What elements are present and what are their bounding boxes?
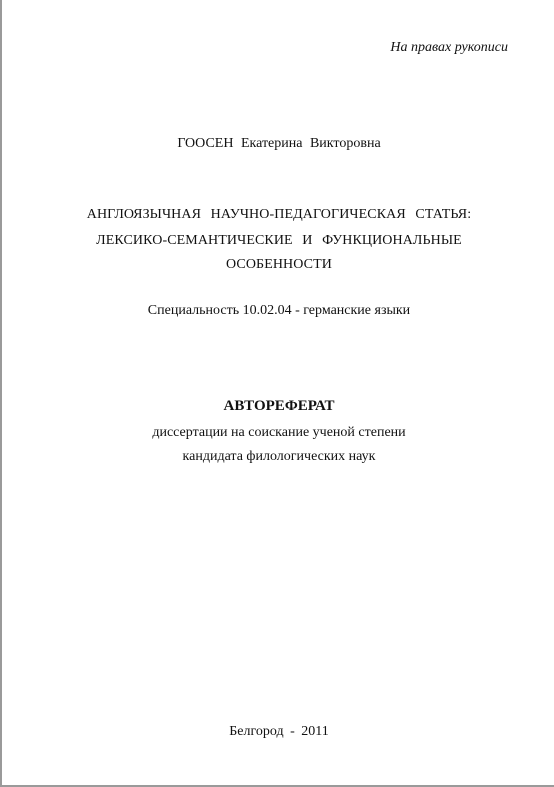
title-line-3: ОСОБЕННОСТИ bbox=[226, 257, 332, 272]
title-line-2: ЛЕКСИКО-СЕМАНТИЧЕСКИЕ И ФУНКЦИОНАЛЬНЫЕ bbox=[96, 233, 462, 248]
title-line-1: АНГЛОЯЗЫЧНАЯ НАУЧНО-ПЕДАГОГИЧЕСКАЯ СТАТЬЯ: bbox=[86, 207, 472, 222]
abstract-heading: АВТОРЕФЕРАТ bbox=[223, 398, 335, 414]
manuscript-note: На правах рукописи bbox=[390, 40, 508, 55]
abstract-subtitle-line-1: диссертации на соискание ученой степени bbox=[152, 425, 406, 440]
city-year: Белгород - 2011 bbox=[229, 724, 329, 739]
abstract-subtitle-line-2: кандидата филологических наук bbox=[182, 449, 376, 464]
author-name: ГООСЕН Екатерина Викторовна bbox=[177, 136, 381, 151]
specialty-line: Специальность 10.02.04 - германские языки bbox=[147, 303, 411, 318]
